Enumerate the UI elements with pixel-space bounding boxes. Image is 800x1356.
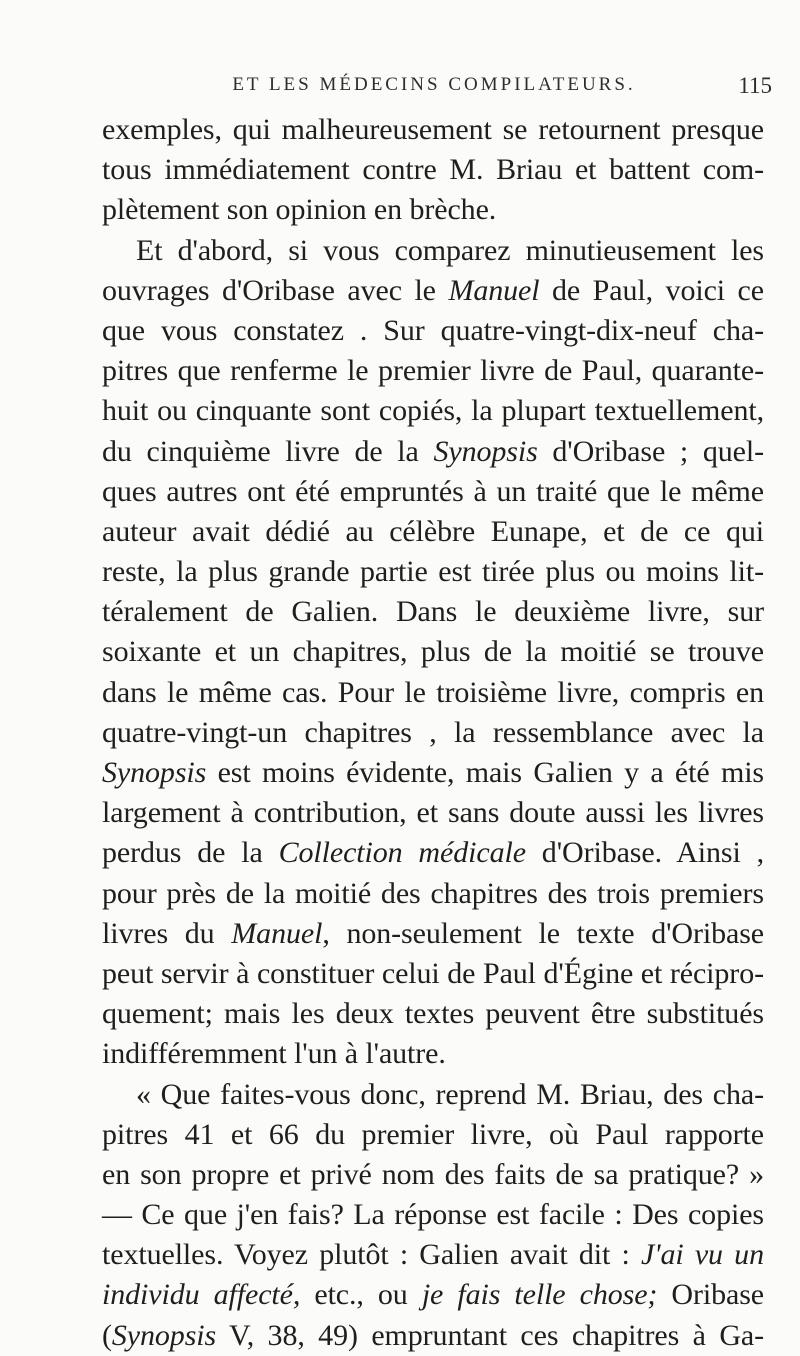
italic-text: Collection médicale: [278, 836, 526, 870]
text-line: [102, 1155, 764, 1195]
text-run: ques autres ont été empruntés à un traité que le même: [102, 474, 764, 508]
text-run: d'Oribase. Ainsi ,: [525, 836, 764, 870]
text-run: largement à contribution, et sans doute aussi les livres: [102, 796, 764, 830]
text-run: reste, la plus grande partie est tirée plus ou moins lit-: [102, 555, 764, 589]
text-line: [102, 271, 764, 311]
text-run: quatre-vingt-un chapitres , la ressemblance avec la: [102, 715, 764, 749]
text-line: [102, 351, 764, 391]
text-line: [102, 552, 764, 592]
text-run: soixante et un chapitres, plus de la moitié se trouve: [102, 635, 764, 669]
body-text: [102, 110, 764, 1356]
text-line: [102, 994, 764, 1034]
italic-text: J'ai vu un: [640, 1238, 764, 1272]
text-line: [102, 914, 764, 954]
text-run: pour près de la moitié des chapitres des trois premiers: [102, 876, 764, 910]
text-line: [102, 954, 764, 994]
text-line: [102, 1075, 764, 1115]
text-run: V, 38, 49) empruntant ces chapitres à Ga-: [216, 1318, 764, 1352]
text-line: [102, 1316, 764, 1356]
text-run: ouvrages d'Oribase avec le: [102, 273, 449, 307]
text-run: plètement son opinion en brèche.: [102, 193, 497, 227]
text-run: d'Oribase ; quel-: [537, 434, 764, 468]
text-run: — Ce que j'en fais? La réponse est facile : Des copies: [102, 1198, 764, 1232]
text-line: [102, 1275, 764, 1315]
running-head: [96, 74, 772, 108]
text-run: Oribase: [657, 1278, 764, 1312]
text-line: [102, 512, 764, 552]
text-line: [102, 231, 764, 271]
text-run: peut servir à constituer celui de Paul d'Égine et récipro-: [102, 956, 764, 990]
text-run: pitres que renferme le premier livre de Paul, quarante-: [102, 354, 764, 388]
text-run: est moins évidente, mais Galien y a été mis: [206, 756, 764, 789]
italic-text: je fais telle chose;: [421, 1278, 658, 1312]
text-line: [102, 833, 764, 873]
text-line: [102, 673, 764, 713]
page-number: 115: [738, 73, 772, 98]
text-line: [102, 753, 764, 793]
text-line: [102, 713, 764, 753]
text-line: [102, 472, 764, 512]
italic-text: Manuel: [231, 916, 323, 950]
text-run: exemples, qui malheureusement se retournent presque: [102, 113, 764, 146]
italic-text: Manuel: [448, 273, 540, 307]
running-title: ET LES MÉDECINS COMPILATEURS.: [232, 74, 636, 95]
text-run: dans le même cas. Pour le troisième livre, compris en: [102, 675, 764, 709]
text-run: téralement de Galien. Dans le deuxième livre, sur: [102, 595, 764, 629]
text-run: etc., ou: [300, 1278, 422, 1312]
text-run: perdus de la: [102, 836, 279, 870]
text-run: (: [102, 1318, 112, 1352]
text-line: [102, 793, 764, 833]
text-run: de Paul, voici ce: [539, 273, 764, 307]
text-run: du cinquième livre de la: [102, 434, 434, 468]
text-line: [102, 1195, 764, 1235]
text-run: textuelles. Voyez plutôt : Galien avait dit :: [102, 1238, 641, 1272]
italic-text: individu affecté,: [102, 1278, 301, 1312]
text-run: que vous constatez . Sur quatre-vingt-dix-neuf cha-: [102, 313, 764, 347]
text-line: [102, 150, 764, 190]
text-run: en son propre et privé nom des faits de sa pratique? »: [102, 1157, 764, 1191]
text-run: quement; mais les deux textes peuvent être substitués: [102, 997, 764, 1031]
text-line: [102, 1034, 764, 1074]
text-line: [102, 1235, 764, 1275]
text-line: [102, 110, 764, 150]
italic-text: Synopsis: [111, 1318, 217, 1352]
text-run: indifféremment l'un à l'autre.: [102, 1037, 446, 1071]
text-line: [102, 632, 764, 672]
text-run: , non-seulement le texte d'Oribase: [322, 916, 764, 950]
text-line: [102, 1115, 764, 1155]
text-line: [102, 874, 764, 914]
italic-text: Synopsis: [102, 756, 207, 789]
text-line: [102, 311, 764, 351]
text-line: [102, 190, 764, 230]
text-run: tous immédiatement contre M. Briau et battent com-: [102, 153, 764, 187]
text-run: auteur avait dédié au célèbre Eunape, et de ce qui: [102, 514, 764, 548]
text-run: « Que faites-vous donc, reprend M. Briau, des cha-: [136, 1077, 764, 1111]
text-run: pitres 41 et 66 du premier livre, où Paul rapporte: [102, 1117, 764, 1151]
text-run: huit ou cinquante sont copiés, la plupart textuellement,: [102, 394, 764, 428]
text-run: livres du: [102, 916, 232, 950]
text-line: [102, 592, 764, 632]
text-line: [102, 391, 764, 431]
text-line: [102, 432, 764, 472]
italic-text: Synopsis: [433, 434, 538, 468]
text-run: Et d'abord, si vous comparez minutieusement les: [136, 233, 764, 267]
